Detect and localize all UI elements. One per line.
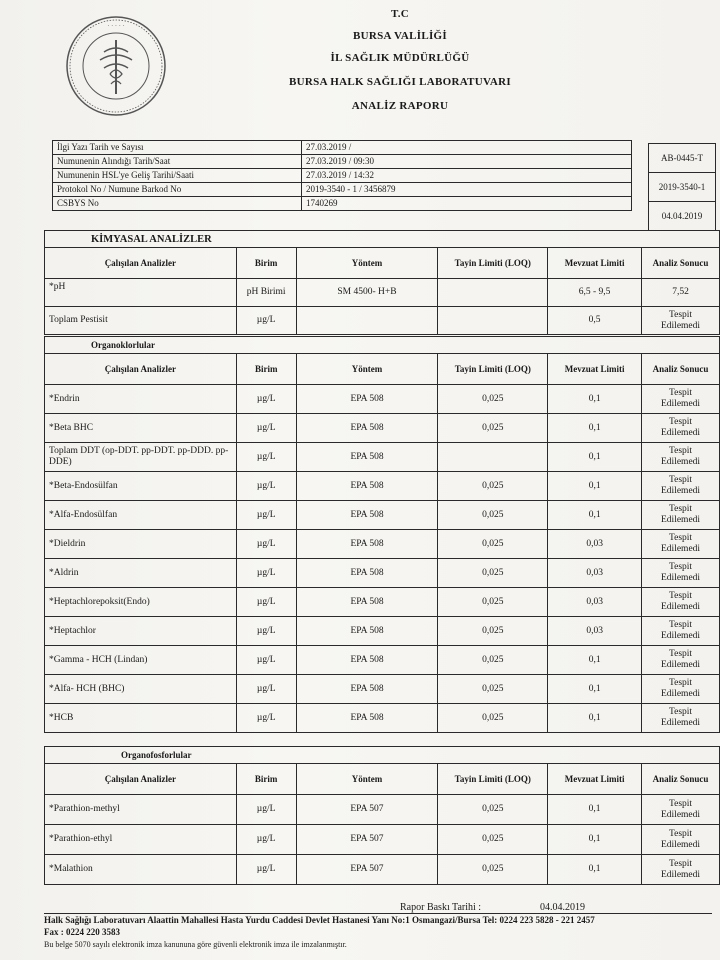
method: EPA 508 bbox=[296, 472, 438, 501]
chemical-analyses-table bbox=[44, 230, 720, 335]
method: EPA 508 bbox=[296, 675, 438, 704]
method: EPA 508 bbox=[296, 501, 438, 530]
table-row bbox=[45, 307, 720, 335]
method: EPA 508 bbox=[296, 530, 438, 559]
unit: µg/L bbox=[236, 385, 296, 414]
legal-limit: 0,03 bbox=[548, 588, 642, 617]
method: EPA 508 bbox=[296, 704, 438, 733]
header-line-4: BURSA HALK SAĞLIĞI LABORATUVARI bbox=[289, 76, 511, 88]
unit: µg/L bbox=[236, 530, 296, 559]
legal-limit: 0,1 bbox=[548, 385, 642, 414]
loq bbox=[438, 307, 548, 335]
method: EPA 508 bbox=[296, 617, 438, 646]
legal-limit: 0,5 bbox=[548, 307, 642, 335]
table-row bbox=[45, 472, 720, 501]
method bbox=[296, 307, 438, 335]
col-header: Birim bbox=[236, 248, 296, 279]
unit: µg/L bbox=[236, 617, 296, 646]
result: Tespit Edilemedi bbox=[642, 307, 720, 335]
table-row bbox=[45, 443, 720, 472]
table-row bbox=[45, 825, 720, 855]
loq: 0,025 bbox=[438, 472, 548, 501]
col-header: Birim bbox=[236, 764, 296, 795]
table-row bbox=[45, 704, 720, 733]
info-value: 27.03.2019 / 09:30 bbox=[302, 155, 632, 169]
unit: pH Birimi bbox=[236, 279, 296, 307]
header-line-1: T.C bbox=[390, 8, 410, 20]
report-date-code: 04.04.2019 bbox=[649, 202, 716, 231]
sample-info-table bbox=[52, 140, 632, 211]
result: Tespit Edilemedi bbox=[642, 501, 720, 530]
table-row bbox=[45, 559, 720, 588]
col-header: Mevzuat Limiti bbox=[548, 354, 642, 385]
table-row bbox=[45, 530, 720, 559]
unit: µg/L bbox=[236, 307, 296, 335]
unit: µg/L bbox=[236, 559, 296, 588]
analyte-name: *Alfa- HCH (BHC) bbox=[45, 675, 237, 704]
analyte-name: *Heptachlorepoksit(Endo) bbox=[45, 588, 237, 617]
loq: 0,025 bbox=[438, 617, 548, 646]
result: Tespit Edilemedi bbox=[642, 385, 720, 414]
col-header: Çalışılan Analizler bbox=[45, 764, 237, 795]
loq: 0,025 bbox=[438, 704, 548, 733]
report-print-date-label: Rapor Baskı Tarihi : bbox=[400, 902, 482, 913]
analyte-name: *Beta BHC bbox=[45, 414, 237, 443]
loq: 0,025 bbox=[438, 385, 548, 414]
legal-limit: 0,1 bbox=[548, 704, 642, 733]
col-header: Mevzuat Limiti bbox=[548, 248, 642, 279]
loq: 0,025 bbox=[438, 646, 548, 675]
method: EPA 508 bbox=[296, 414, 438, 443]
method: SM 4500- H+B bbox=[296, 279, 438, 307]
info-value: 1740269 bbox=[302, 197, 632, 211]
info-value: 27.03.2019 / bbox=[302, 141, 632, 155]
table-row bbox=[45, 855, 720, 885]
method: EPA 508 bbox=[296, 588, 438, 617]
table-row bbox=[45, 795, 720, 825]
legal-limit: 0,1 bbox=[548, 414, 642, 443]
result: Tespit Edilemedi bbox=[642, 855, 720, 885]
result: Tespit Edilemedi bbox=[642, 472, 720, 501]
unit: µg/L bbox=[236, 472, 296, 501]
unit: µg/L bbox=[236, 501, 296, 530]
legal-limit: 0,1 bbox=[548, 795, 642, 825]
method: EPA 507 bbox=[296, 855, 438, 885]
result: Tespit Edilemedi bbox=[642, 530, 720, 559]
analyte-name: *Parathion-ethyl bbox=[45, 825, 237, 855]
unit: µg/L bbox=[236, 414, 296, 443]
header-line-3: İL SAĞLIK MÜDÜRLÜĞÜ bbox=[330, 52, 470, 64]
legal-limit: 0,1 bbox=[548, 501, 642, 530]
result: Tespit Edilemedi bbox=[642, 443, 720, 472]
table-row bbox=[45, 385, 720, 414]
unit: µg/L bbox=[236, 825, 296, 855]
analyte-name: *Parathion-methyl bbox=[45, 795, 237, 825]
analyte-name: Toplam DDT (op-DDT. pp-DDT. pp-DDD. pp-DDE) bbox=[45, 443, 237, 472]
result: Tespit Edilemedi bbox=[642, 675, 720, 704]
legal-limit: 0,03 bbox=[548, 617, 642, 646]
loq: 0,025 bbox=[438, 530, 548, 559]
col-header: Analiz Sonucu bbox=[642, 354, 720, 385]
analyte-name: *Malathion bbox=[45, 855, 237, 885]
side-codes-table bbox=[648, 143, 716, 231]
result: Tespit Edilemedi bbox=[642, 559, 720, 588]
analyte-name: *Aldrin bbox=[45, 559, 237, 588]
loq bbox=[438, 443, 548, 472]
legal-limit: 0,1 bbox=[548, 825, 642, 855]
col-header: Yöntem bbox=[296, 764, 438, 795]
analyte-name: *Dieldrin bbox=[45, 530, 237, 559]
footer-divider bbox=[44, 913, 712, 914]
analyte-name: *pH bbox=[45, 279, 237, 307]
analyte-name: Toplam Pestisit bbox=[45, 307, 237, 335]
loq bbox=[438, 279, 548, 307]
col-header: Yöntem bbox=[296, 248, 438, 279]
method: EPA 508 bbox=[296, 559, 438, 588]
legal-limit: 0,1 bbox=[548, 472, 642, 501]
info-label: İlgi Yazı Tarih ve Sayısı bbox=[53, 141, 302, 155]
analyte-name: *Endrin bbox=[45, 385, 237, 414]
col-header: Mevzuat Limiti bbox=[548, 764, 642, 795]
table-row bbox=[45, 617, 720, 646]
analyte-name: *Heptachlor bbox=[45, 617, 237, 646]
method: EPA 507 bbox=[296, 825, 438, 855]
organochlorine-table bbox=[44, 336, 720, 733]
loq: 0,025 bbox=[438, 795, 548, 825]
loq: 0,025 bbox=[438, 588, 548, 617]
unit: µg/L bbox=[236, 795, 296, 825]
info-label: Numunenin Alındığı Tarih/Saat bbox=[53, 155, 302, 169]
svg-text:· · · · ·: · · · · · bbox=[107, 23, 125, 30]
table-row bbox=[45, 414, 720, 443]
header-line-5: ANALİZ RAPORU bbox=[351, 100, 449, 112]
info-value: 27.03.2019 / 14:32 bbox=[302, 169, 632, 183]
form-code: AB-0445-T bbox=[649, 144, 716, 173]
section-title: Organoklorlular bbox=[45, 337, 720, 354]
loq: 0,025 bbox=[438, 414, 548, 443]
result: Tespit Edilemedi bbox=[642, 825, 720, 855]
protocol-code: 2019-3540-1 bbox=[649, 173, 716, 202]
result: Tespit Edilemedi bbox=[642, 795, 720, 825]
col-header: Çalışılan Analizler bbox=[45, 354, 237, 385]
legal-limit: 6,5 - 9,5 bbox=[548, 279, 642, 307]
method: EPA 508 bbox=[296, 443, 438, 472]
analyte-name: *HCB bbox=[45, 704, 237, 733]
loq: 0,025 bbox=[438, 855, 548, 885]
unit: µg/L bbox=[236, 646, 296, 675]
legal-limit: 0,03 bbox=[548, 559, 642, 588]
col-header: Analiz Sonucu bbox=[642, 248, 720, 279]
unit: µg/L bbox=[236, 588, 296, 617]
loq: 0,025 bbox=[438, 825, 548, 855]
method: EPA 507 bbox=[296, 795, 438, 825]
analyte-name: *Alfa-Endosülfan bbox=[45, 501, 237, 530]
legal-limit: 0,03 bbox=[548, 530, 642, 559]
col-header: Tayin Limiti (LOQ) bbox=[438, 248, 548, 279]
legal-limit: 0,1 bbox=[548, 646, 642, 675]
col-header: Birim bbox=[236, 354, 296, 385]
footer-address: Halk Sağlığı Laboratuvarı Alaattin Mahallesi Hasta Yurdu Caddesi Devlet Hastanesi Yanı No:1 Osmangazi/Bursa Tel: 0224 223 5828 - 221 2457 bbox=[44, 915, 595, 925]
unit: µg/L bbox=[236, 675, 296, 704]
result: Tespit Edilemedi bbox=[642, 646, 720, 675]
col-header: Tayin Limiti (LOQ) bbox=[438, 354, 548, 385]
header-line-2: BURSA VALİLİĞİ bbox=[353, 30, 447, 42]
result: Tespit Edilemedi bbox=[642, 588, 720, 617]
table-row bbox=[45, 675, 720, 704]
result: Tespit Edilemedi bbox=[642, 617, 720, 646]
section-title: KİMYASAL ANALİZLER bbox=[45, 231, 720, 248]
info-label: Numunenin HSL'ye Geliş Tarihi/Saati bbox=[53, 169, 302, 183]
analyte-name: *Gamma - HCH (Lindan) bbox=[45, 646, 237, 675]
info-value: 2019-3540 - 1 / 3456879 bbox=[302, 183, 632, 197]
table-row bbox=[45, 588, 720, 617]
legal-limit: 0,1 bbox=[548, 855, 642, 885]
result: 7,52 bbox=[642, 279, 720, 307]
footer-esign: Bu belge 5070 sayılı elektronik imza kanununa göre güvenli elektronik imza ile imzalanmıştır. bbox=[44, 940, 347, 949]
legal-limit: 0,1 bbox=[548, 675, 642, 704]
section-title: Organofosforlular bbox=[45, 747, 720, 764]
info-label: Protokol No / Numune Barkod No bbox=[53, 183, 302, 197]
col-header: Tayin Limiti (LOQ) bbox=[438, 764, 548, 795]
col-header: Çalışılan Analizler bbox=[45, 248, 237, 279]
unit: µg/L bbox=[236, 443, 296, 472]
loq: 0,025 bbox=[438, 559, 548, 588]
result: Tespit Edilemedi bbox=[642, 704, 720, 733]
info-label: CSBYS No bbox=[53, 197, 302, 211]
table-row bbox=[45, 279, 720, 307]
col-header: Yöntem bbox=[296, 354, 438, 385]
table-row bbox=[45, 646, 720, 675]
unit: µg/L bbox=[236, 704, 296, 733]
report-print-date: 04.04.2019 bbox=[540, 902, 585, 913]
loq: 0,025 bbox=[438, 675, 548, 704]
table-row bbox=[45, 501, 720, 530]
unit: µg/L bbox=[236, 855, 296, 885]
method: EPA 508 bbox=[296, 646, 438, 675]
ministry-seal-icon bbox=[64, 14, 168, 118]
legal-limit: 0,1 bbox=[548, 443, 642, 472]
analyte-name: *Beta-Endosülfan bbox=[45, 472, 237, 501]
loq: 0,025 bbox=[438, 501, 548, 530]
organophosphorus-table bbox=[44, 746, 720, 885]
method: EPA 508 bbox=[296, 385, 438, 414]
col-header: Analiz Sonucu bbox=[642, 764, 720, 795]
footer-fax: Fax : 0224 220 3583 bbox=[44, 927, 120, 937]
result: Tespit Edilemedi bbox=[642, 414, 720, 443]
